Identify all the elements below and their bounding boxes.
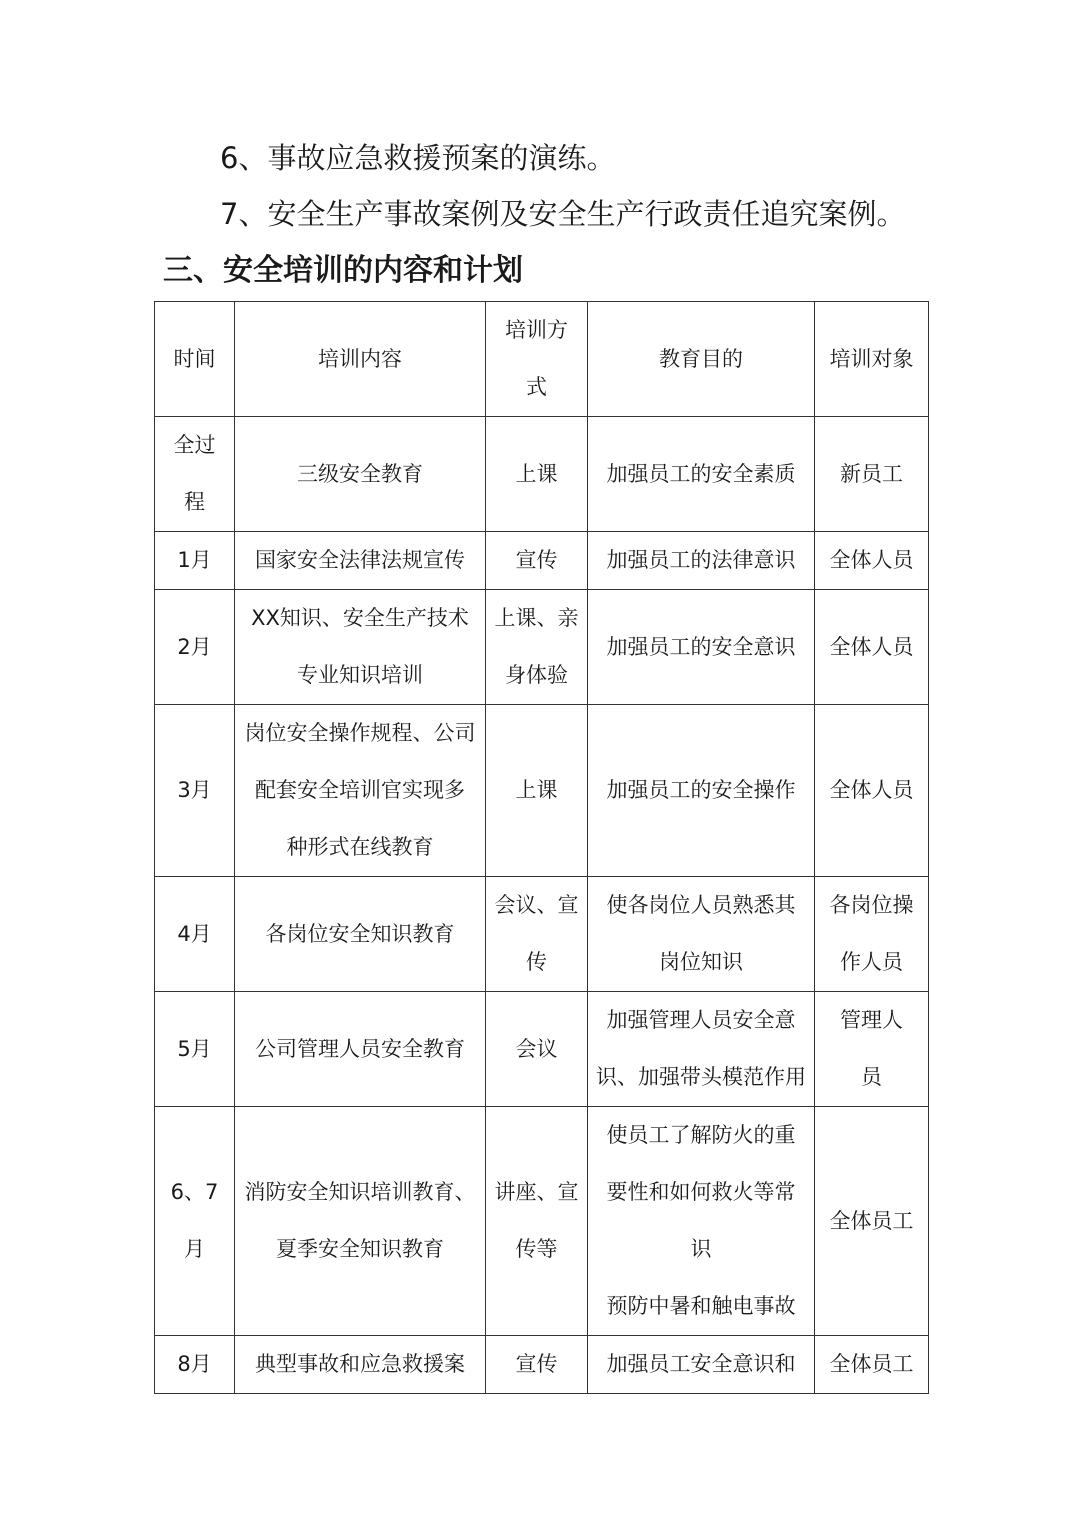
section-heading: 三、安全培训的内容和计划 (163, 253, 523, 288)
cell-goal (588, 1336, 815, 1394)
cell-target-text: 全体员工 (829, 1208, 914, 1233)
cell-target (815, 705, 929, 877)
header-method: 培训方 式 (486, 302, 588, 417)
cell-time-text: 5月 (177, 1036, 212, 1061)
table-row (155, 1336, 929, 1394)
cell-time (155, 877, 235, 992)
cell-method-text: 会议 (515, 1036, 558, 1061)
cell-time-text: 3月 (177, 778, 212, 802)
cell-goal-text: 加强管理人员安全意 识、加强带头模范作用 (596, 1008, 806, 1089)
header-time: 时间 (155, 302, 235, 417)
cell-content (235, 590, 486, 705)
table-row (155, 992, 929, 1107)
cell-method-text: 宣传 (515, 1352, 558, 1376)
list-item-7: 7、安全生产事故案例及安全生产行政责任追究案例。 (220, 197, 906, 231)
cell-content-text: 公司管理人员安全教育 (255, 1036, 465, 1061)
cell-method (486, 532, 588, 590)
cell-method-text: 会议、宣 传 (494, 893, 579, 974)
cell-time (155, 532, 235, 590)
cell-content (235, 532, 486, 590)
cell-method-text: 宣传 (515, 548, 558, 572)
cell-goal-text: 使各岗位人员熟悉其 岗位知识 (606, 893, 796, 974)
header-goal: 教育目的 (588, 302, 815, 417)
cell-method (486, 590, 588, 705)
cell-goal-text: 加强员工的法律意识 (606, 548, 796, 572)
cell-time (155, 590, 235, 705)
cell-time-text: 2月 (177, 634, 212, 659)
cell-content (235, 877, 486, 992)
header-target: 培训对象 (815, 302, 929, 417)
cell-method-text: 上课 (515, 461, 558, 486)
cell-target-text: 全体人员 (829, 634, 914, 659)
table-row (155, 417, 929, 532)
table-row (155, 877, 929, 992)
cell-method (486, 992, 588, 1107)
cell-goal (588, 417, 815, 532)
table-row (155, 1107, 929, 1336)
cell-goal (588, 992, 815, 1107)
cell-time (155, 1336, 235, 1394)
cell-time-text: 8月 (177, 1352, 212, 1376)
cell-time-text: 全过 程 (173, 433, 216, 514)
cell-goal (588, 705, 815, 877)
cell-content-text: 国家安全法律法规宣传 (255, 548, 465, 572)
cell-method (486, 1107, 588, 1336)
cell-target (815, 1336, 929, 1394)
cell-target-text: 全体员工 (829, 1352, 914, 1376)
cell-target-text: 全体人员 (829, 778, 914, 802)
cell-goal-text: 加强员工的安全意识 (606, 634, 796, 659)
list-item-6: 6、事故应急救援预案的演练。 (220, 141, 616, 175)
cell-content-text: 各岗位安全知识教育 (265, 921, 455, 946)
cell-goal-text: 使员工了解防火的重 要性和如何救火等常 识 预防中暑和触电事故 (606, 1123, 796, 1318)
table-row (155, 590, 929, 705)
cell-method-text: 上课、亲 身体验 (494, 606, 579, 687)
cell-content-text: 消防安全知识培训教育、 夏季安全知识教育 (244, 1180, 476, 1261)
cell-content-text: XX知识、安全生产技术 专业知识培训 (251, 606, 469, 687)
cell-target-text: 全体人员 (829, 548, 914, 572)
cell-method (486, 417, 588, 532)
cell-method (486, 877, 588, 992)
cell-content-text: 岗位安全操作规程、公司 配套安全培训官实现多 种形式在线教育 (244, 721, 476, 859)
cell-goal (588, 1107, 815, 1336)
cell-target (815, 532, 929, 590)
cell-method (486, 705, 588, 877)
cell-target-text: 新员工 (840, 461, 903, 486)
cell-time (155, 1107, 235, 1336)
cell-goal (588, 877, 815, 992)
cell-target (815, 1107, 929, 1336)
cell-time-text: 1月 (177, 548, 212, 572)
cell-goal (588, 532, 815, 590)
cell-target-text: 管理人 员 (840, 1008, 903, 1089)
cell-time-text: 4月 (177, 921, 212, 946)
cell-content (235, 417, 486, 532)
cell-target (815, 590, 929, 705)
table-row (155, 532, 929, 590)
cell-time (155, 417, 235, 532)
cell-content (235, 1107, 486, 1336)
cell-target (815, 992, 929, 1107)
cell-method-text: 上课 (515, 778, 558, 802)
cell-time-text: 6、7 月 (170, 1180, 219, 1261)
training-plan-table (154, 301, 929, 1394)
cell-goal-text: 加强员工的安全操作 (606, 778, 796, 802)
cell-time (155, 992, 235, 1107)
cell-content-text: 三级安全教育 (297, 461, 423, 486)
header-content: 培训内容 (235, 302, 486, 417)
cell-content (235, 1336, 486, 1394)
cell-content-text: 典型事故和应急救援案 (255, 1352, 465, 1376)
cell-target-text: 各岗位操 作人员 (829, 893, 914, 974)
cell-content (235, 992, 486, 1107)
cell-time (155, 705, 235, 877)
cell-target (815, 877, 929, 992)
cell-goal-text: 加强员工的安全素质 (606, 461, 796, 486)
table-row (155, 705, 929, 877)
cell-target (815, 417, 929, 532)
cell-goal-text: 加强员工安全意识和 (606, 1352, 796, 1376)
cell-goal (588, 590, 815, 705)
cell-content (235, 705, 486, 877)
cell-method-text: 讲座、宣 传等 (494, 1180, 579, 1261)
table-header-row (155, 302, 929, 417)
cell-method (486, 1336, 588, 1394)
